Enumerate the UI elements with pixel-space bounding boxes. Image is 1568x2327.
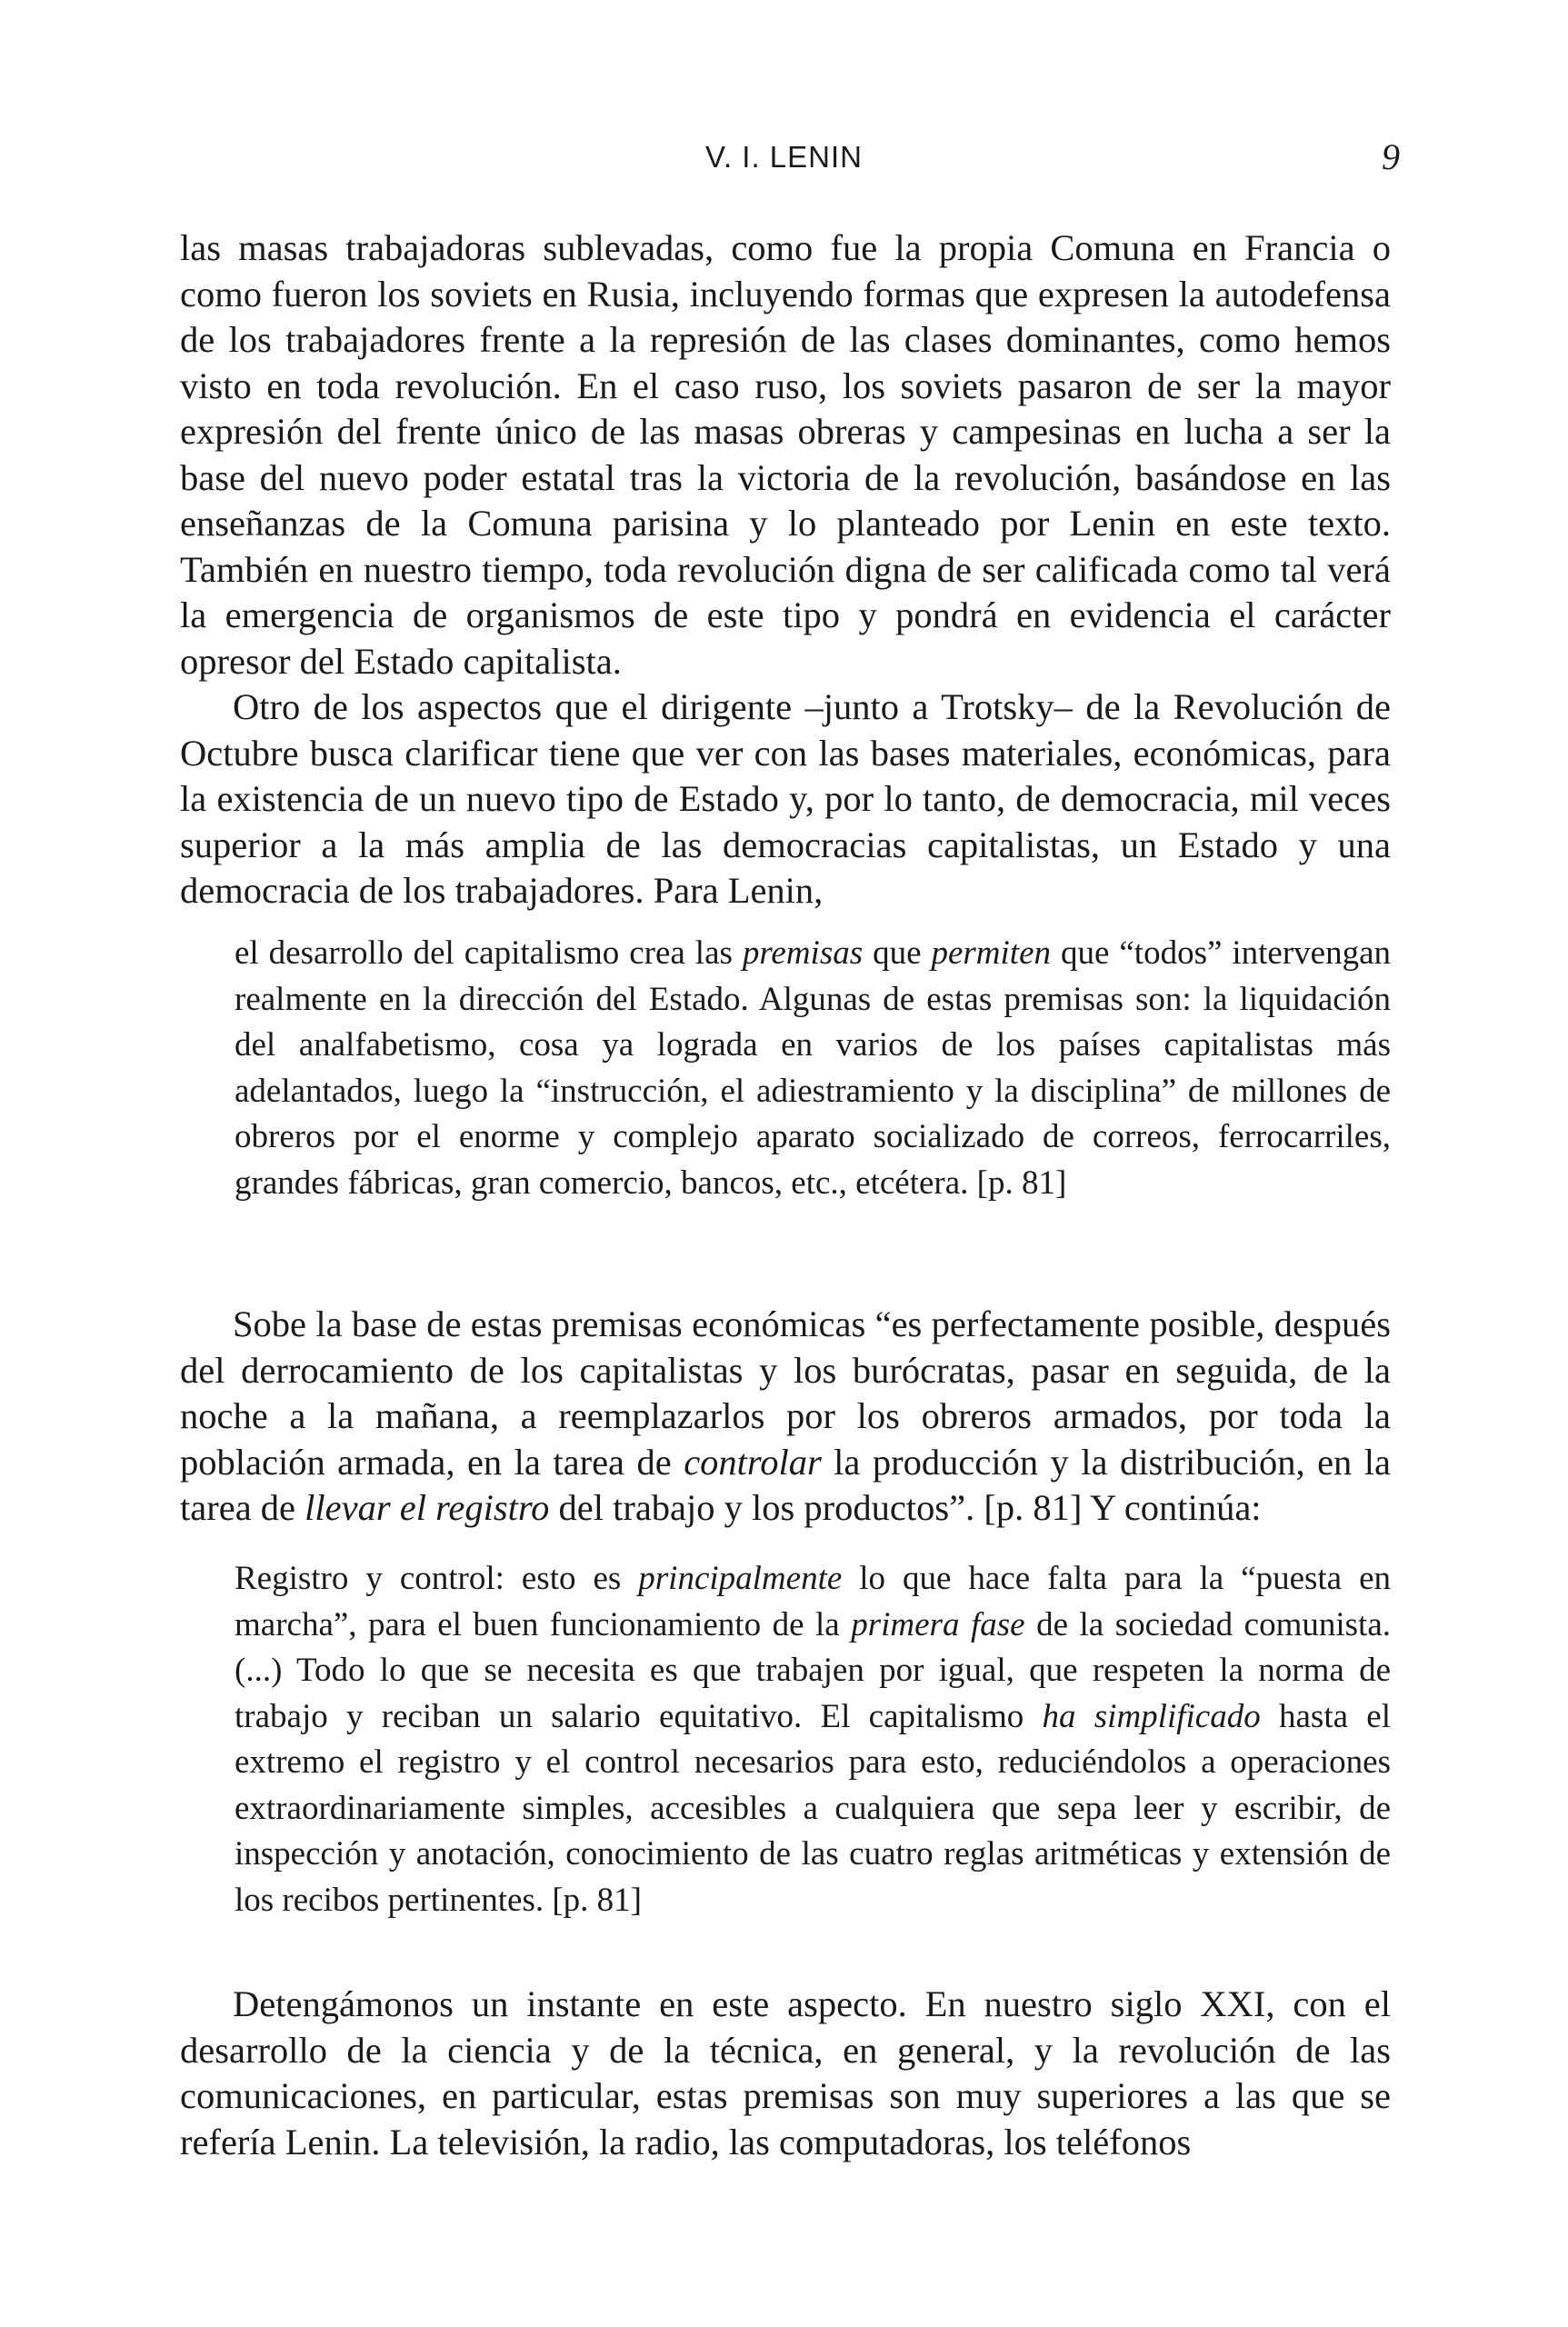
running-head	[0, 135, 1568, 180]
block-quote-1-text	[235, 931, 1391, 1206]
paragraph-text: Sobe la base de estas premisas económicas “es perfectamente posible, después del derrocamiento de los capitalistas y los burócratas, pasar en seguida, de la noche a la mañana, a reemplazarlos por los obreros armados, por toda la población armada, en la tarea de	[180, 1303, 1391, 1483]
quote-emphasis: principalmente	[638, 1560, 843, 1597]
paragraph-emphasis: llevar el registro	[305, 1487, 550, 1528]
quote-text: lo que hace falta para la “puesta en marcha”, para el buen funcionamiento de la	[235, 1560, 1392, 1643]
quote-emphasis: primera fase	[851, 1605, 1025, 1643]
quote-text: Registro y control: esto es	[235, 1560, 639, 1597]
running-head-author: V. I. LENIN	[704, 140, 864, 174]
paragraph-emphasis: controlar	[684, 1441, 822, 1483]
paragraph-1: las masas trabajadoras sublevadas, como fue la propia Comuna en Francia o como fueron los soviets en Rusia, incluyendo formas que expresen la autodefensa de los trabajadores frente a la represión de las clases dominantes, como hemos visto en toda revolución. En el caso ruso, los soviets pasaron de ser la mayor expresión del frente único de las masas obreras y campesinas en lucha a ser la base del nuevo poder estatal tras la victoria de la revolución, basándose en las enseñanzas de la Comuna parisina y lo planteado por Lenin en este texto. También en nuestro tiempo, toda revolución digna de ser calificada como tal verá la emergencia de organismos de este tipo y pondrá en evidencia el carácter opresor del Estado capitalista.	[180, 227, 1391, 682]
page-number: 9	[1382, 136, 1400, 177]
quote-text: el desarrollo del capitalismo crea las	[235, 934, 743, 972]
body-section-2	[180, 1302, 1391, 1532]
paragraph-text: del trabajo y los productos”. [p. 81] Y continúa:	[549, 1487, 1262, 1528]
block-quote-2	[235, 1556, 1391, 1923]
quote-text: que “todos” intervengan realmente en la dirección del Estado. Algunas de estas premisas son: la liquidación del analfabetismo, cosa ya lograda en varios de los países capitalistas más adelantados, luego la “instrucción, el adiestramiento y la disciplina” de millones de obreros por el enorme y complejo aparato socializado de correos, ferrocarriles, grandes fábricas, gran comercio, bancos, etc., etcétera. [p. 81]	[235, 934, 1391, 1202]
block-quote-2-text	[235, 1556, 1391, 1923]
paragraph-text: la producción y la distribución, en la tarea de	[180, 1441, 1391, 1528]
body-section-3	[180, 1982, 1391, 2165]
quote-emphasis: permiten	[931, 934, 1052, 972]
body-section-1	[180, 225, 1391, 914]
quote-emphasis: premisas	[742, 934, 864, 972]
quote-text: de la sociedad comunista. (...) Todo lo que se necesita es que trabajen por igual, que respeten la norma de trabajo y reciban un salario equitativo. El capitalismo	[235, 1605, 1391, 1735]
quote-text: que	[863, 934, 932, 972]
paragraph-4: Detengámonos un instante en este aspecto. En nuestro siglo XXI, con el desarrollo de la ciencia y de la técnica, en general, y la revolución de las comunicaciones, en particular, estas premisas son muy superiores a las que se refería Lenin. La televisión, la radio, las computadoras, los teléfonos	[180, 1983, 1391, 2162]
quote-text: hasta el extremo el registro y el control necesarios para esto, reduciéndolos a operaciones extraordinariamente simples, accesibles a cualquiera que sepa leer y escribir, de inspección y anotación, conocimiento de las cuatro reglas aritméticas y extensión de los recibos pertinentes. [p. 81]	[235, 1697, 1391, 1919]
block-quote-1	[235, 931, 1391, 1206]
quote-emphasis: ha simplificado	[1042, 1697, 1261, 1735]
paragraph-3	[180, 1302, 1391, 1532]
paragraph-2: Otro de los aspectos que el dirigente –junto a Trotsky– de la Revolución de Octubre busca clarificar tiene que ver con las bases materiales, económicas, para la existencia de un nuevo tipo de Estado y, por lo tanto, de democracia, mil veces superior a la más amplia de las democracias capitalistas, un Estado y una democracia de los trabajadores. Para Lenin,	[180, 686, 1391, 911]
